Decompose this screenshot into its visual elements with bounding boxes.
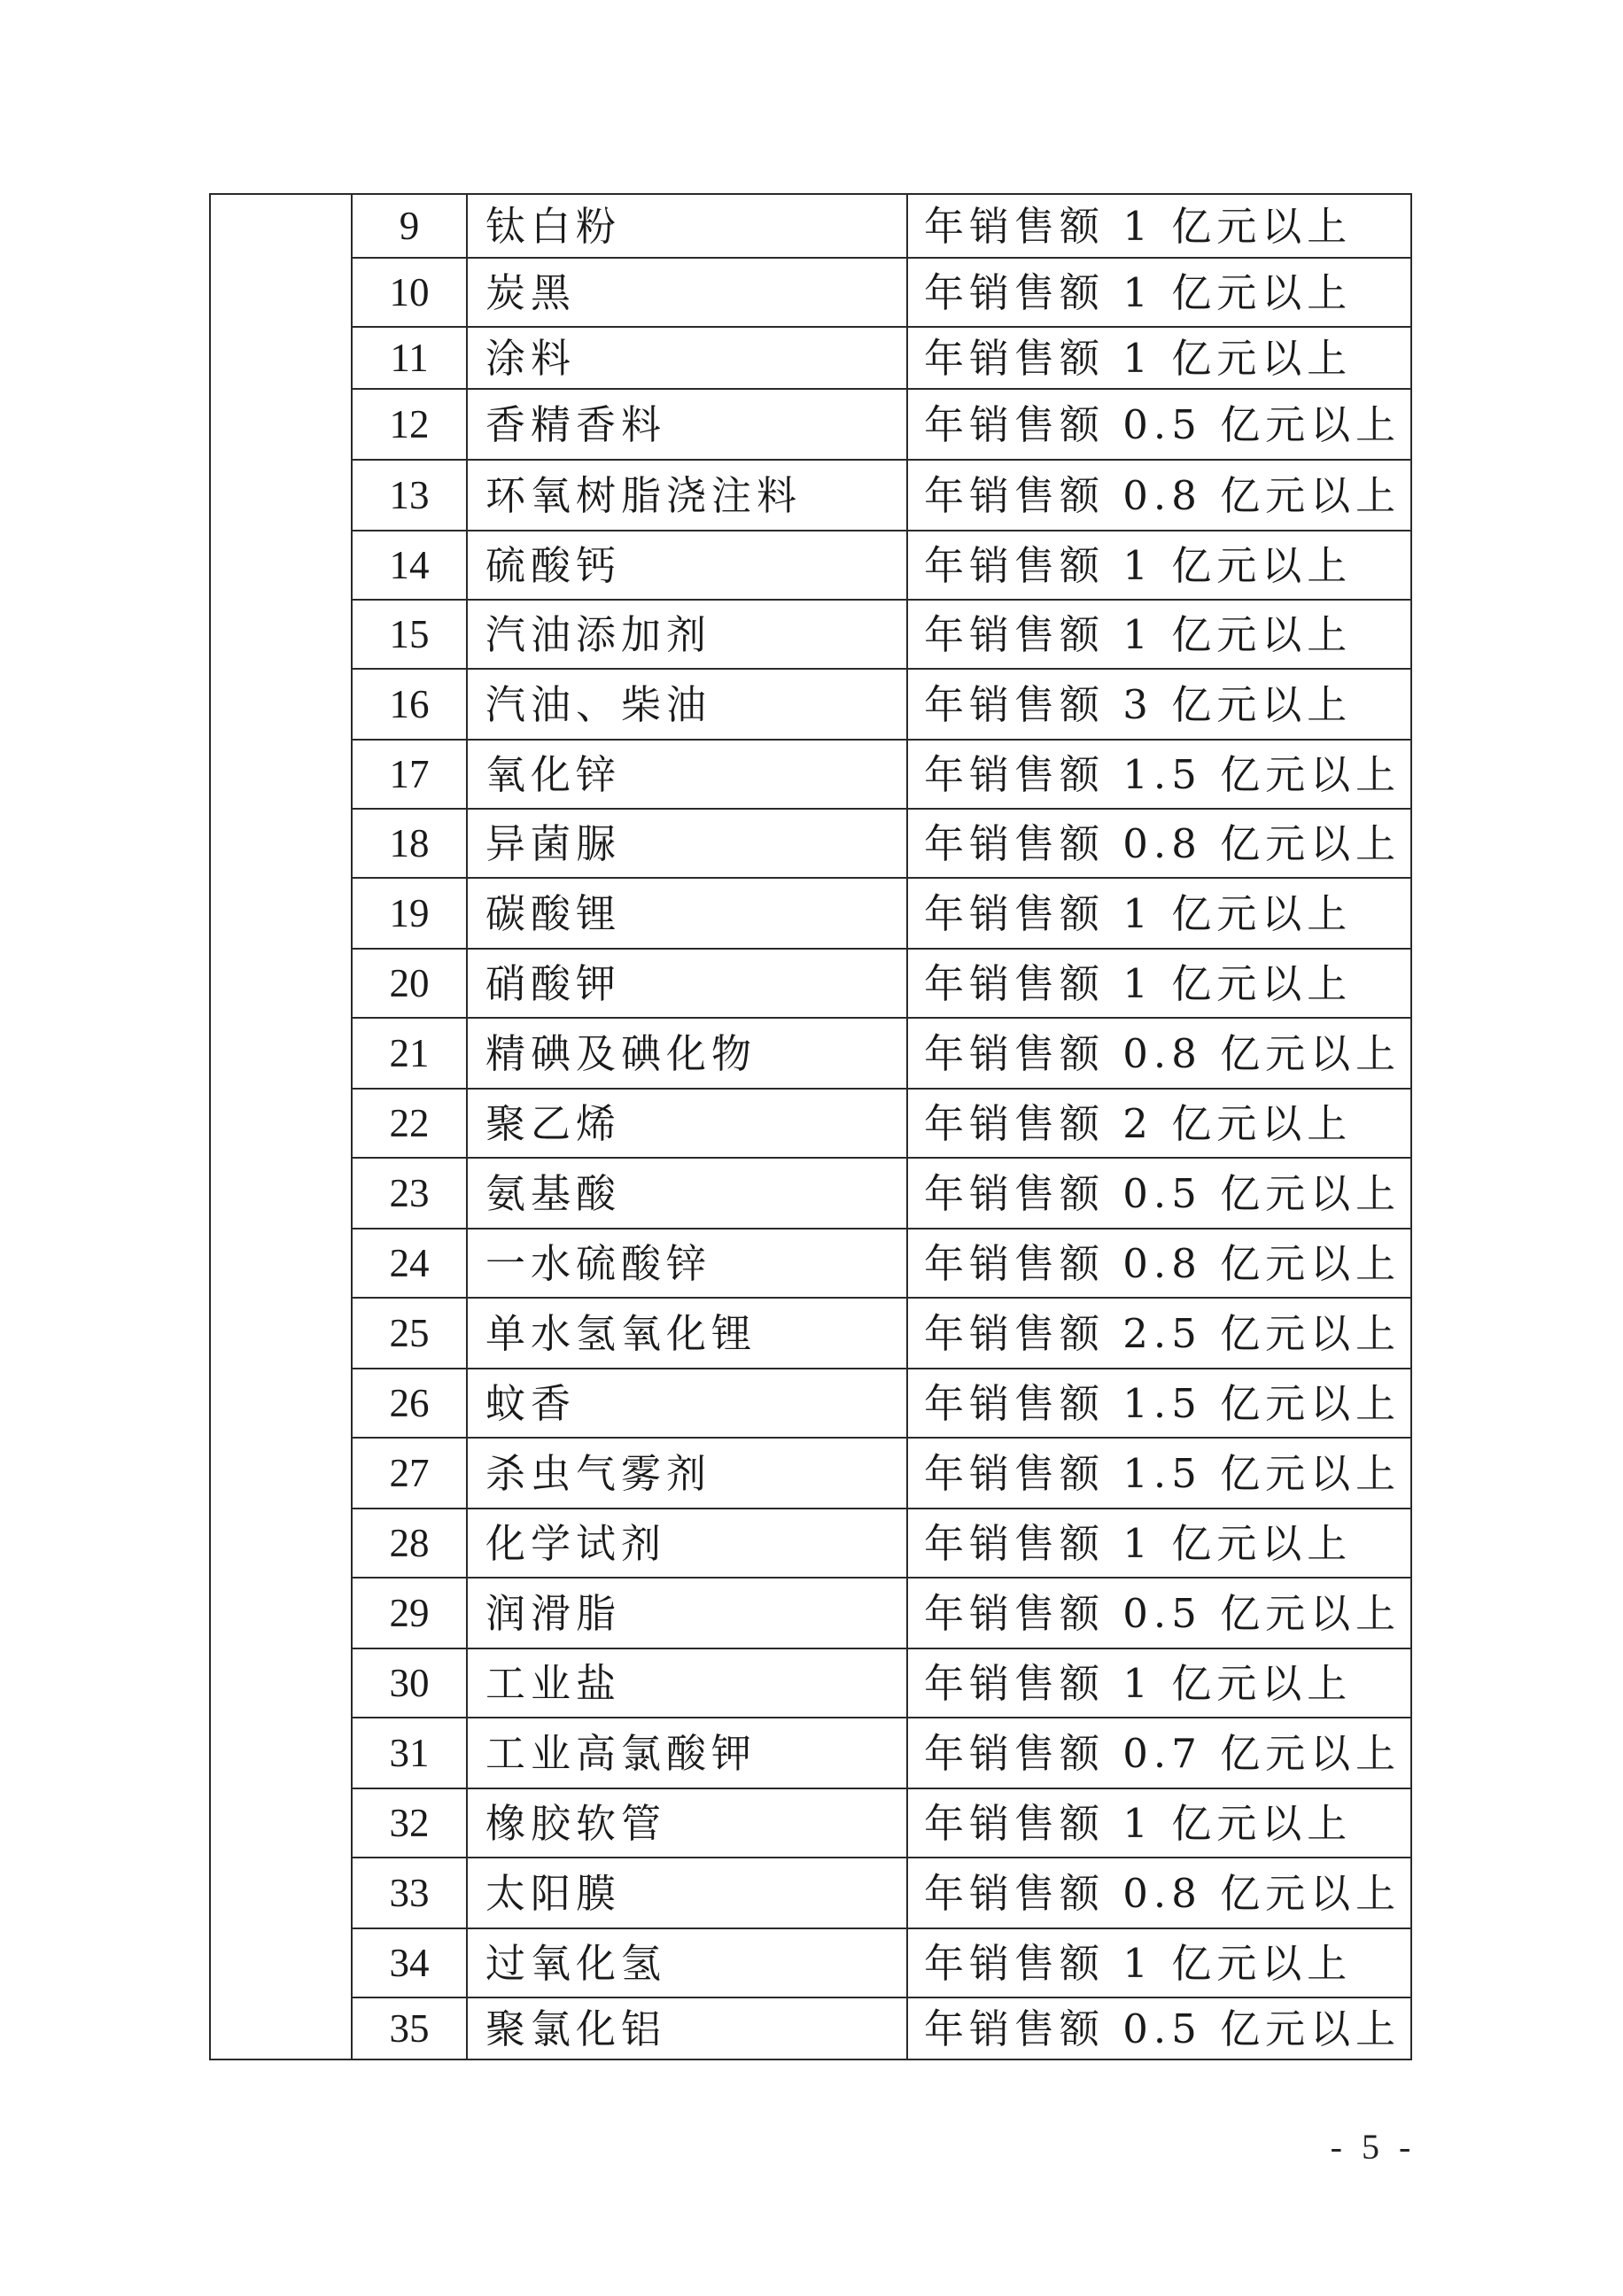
table-row: [210, 669, 1411, 740]
table-row: [210, 1578, 1411, 1648]
row-number-cell: 15: [352, 600, 467, 669]
sales-standard-cell: 年销售额 1 亿元以上: [907, 258, 1411, 327]
product-name-cell: 工业盐: [467, 1648, 907, 1718]
row-number-cell: 17: [352, 740, 467, 809]
table-row: [210, 460, 1411, 531]
product-standards-table: [209, 193, 1412, 2060]
table-row: [210, 1788, 1411, 1858]
table-row: [210, 809, 1411, 878]
sales-standard-cell: 年销售额 0.5 亿元以上: [907, 1578, 1411, 1648]
table-row: [210, 1018, 1411, 1089]
product-name-cell: 过氧化氢: [467, 1928, 907, 1997]
row-number-cell: 30: [352, 1648, 467, 1718]
sales-standard-cell: 年销售额 0.8 亿元以上: [907, 1858, 1411, 1928]
sales-standard-cell: 年销售额 1 亿元以上: [907, 949, 1411, 1018]
product-name-cell: 硫酸钙: [467, 531, 907, 600]
sales-standard-cell: 年销售额 1 亿元以上: [907, 327, 1411, 389]
product-name-cell: 精碘及碘化物: [467, 1018, 907, 1089]
row-number-cell: 9: [352, 194, 467, 258]
sales-standard-cell: 年销售额 2.5 亿元以上: [907, 1298, 1411, 1369]
sales-standard-cell: 年销售额 0.8 亿元以上: [907, 460, 1411, 531]
table-row: [210, 1997, 1411, 2059]
sales-standard-cell: 年销售额 1 亿元以上: [907, 531, 1411, 600]
product-name-cell: 异菌脲: [467, 809, 907, 878]
product-name-cell: 环氧树脂浇注料: [467, 460, 907, 531]
row-number-cell: 16: [352, 669, 467, 740]
product-name-cell: 炭黑: [467, 258, 907, 327]
sales-standard-cell: 年销售额 2 亿元以上: [907, 1089, 1411, 1158]
table-row: [210, 1718, 1411, 1788]
sales-standard-cell: 年销售额 1.5 亿元以上: [907, 1438, 1411, 1509]
product-name-cell: 蚊香: [467, 1369, 907, 1438]
row-number-cell: 14: [352, 531, 467, 600]
table-row: [210, 878, 1411, 949]
product-name-cell: 润滑脂: [467, 1578, 907, 1648]
table-body: [210, 194, 1411, 2059]
category-cell: [210, 194, 352, 2059]
row-number-cell: 28: [352, 1509, 467, 1578]
sales-standard-cell: 年销售额 0.8 亿元以上: [907, 1229, 1411, 1298]
row-number-cell: 21: [352, 1018, 467, 1089]
row-number-cell: 27: [352, 1438, 467, 1509]
page-number: - 5 -: [1330, 2127, 1417, 2167]
row-number-cell: 20: [352, 949, 467, 1018]
sales-standard-cell: 年销售额 0.5 亿元以上: [907, 1158, 1411, 1229]
product-name-cell: 碳酸锂: [467, 878, 907, 949]
sales-standard-cell: 年销售额 0.8 亿元以上: [907, 1018, 1411, 1089]
row-number-cell: 19: [352, 878, 467, 949]
table-row: [210, 258, 1411, 327]
product-name-cell: 橡胶软管: [467, 1788, 907, 1858]
table-row: [210, 194, 1411, 258]
sales-standard-cell: 年销售额 1.5 亿元以上: [907, 740, 1411, 809]
product-name-cell: 一水硫酸锌: [467, 1229, 907, 1298]
sales-standard-cell: 年销售额 1 亿元以上: [907, 1509, 1411, 1578]
row-number-cell: 18: [352, 809, 467, 878]
sales-standard-cell: 年销售额 1 亿元以上: [907, 1928, 1411, 1997]
table-row: [210, 1509, 1411, 1578]
product-name-cell: 氨基酸: [467, 1158, 907, 1229]
product-name-cell: 香精香料: [467, 389, 907, 460]
sales-standard-cell: 年销售额 1 亿元以上: [907, 600, 1411, 669]
table-row: [210, 1089, 1411, 1158]
sales-standard-cell: 年销售额 1.5 亿元以上: [907, 1369, 1411, 1438]
sales-standard-cell: 年销售额 1 亿元以上: [907, 878, 1411, 949]
product-name-cell: 氧化锌: [467, 740, 907, 809]
row-number-cell: 10: [352, 258, 467, 327]
table-row: [210, 1158, 1411, 1229]
row-number-cell: 23: [352, 1158, 467, 1229]
table-row: [210, 1369, 1411, 1438]
sales-standard-cell: 年销售额 0.5 亿元以上: [907, 389, 1411, 460]
row-number-cell: 31: [352, 1718, 467, 1788]
product-name-cell: 单水氢氧化锂: [467, 1298, 907, 1369]
sales-standard-cell: 年销售额 0.7 亿元以上: [907, 1718, 1411, 1788]
row-number-cell: 13: [352, 460, 467, 531]
table-row: [210, 600, 1411, 669]
row-number-cell: 11: [352, 327, 467, 389]
sales-standard-cell: 年销售额 1 亿元以上: [907, 1788, 1411, 1858]
sales-standard-cell: 年销售额 1 亿元以上: [907, 194, 1411, 258]
product-name-cell: 太阳膜: [467, 1858, 907, 1928]
table-row: [210, 1928, 1411, 1997]
product-name-cell: 硝酸钾: [467, 949, 907, 1018]
product-name-cell: 钛白粉: [467, 194, 907, 258]
sales-standard-cell: 年销售额 0.5 亿元以上: [907, 1997, 1411, 2059]
product-name-cell: 汽油、柴油: [467, 669, 907, 740]
product-name-cell: 工业高氯酸钾: [467, 1718, 907, 1788]
product-name-cell: 涂料: [467, 327, 907, 389]
table-row: [210, 1229, 1411, 1298]
table-row: [210, 740, 1411, 809]
row-number-cell: 29: [352, 1578, 467, 1648]
table-row: [210, 531, 1411, 600]
sales-standard-cell: 年销售额 0.8 亿元以上: [907, 809, 1411, 878]
product-name-cell: 杀虫气雾剂: [467, 1438, 907, 1509]
row-number-cell: 32: [352, 1788, 467, 1858]
sales-standard-cell: 年销售额 1 亿元以上: [907, 1648, 1411, 1718]
table-row: [210, 949, 1411, 1018]
row-number-cell: 34: [352, 1928, 467, 1997]
sales-standard-cell: 年销售额 3 亿元以上: [907, 669, 1411, 740]
product-name-cell: 化学试剂: [467, 1509, 907, 1578]
table-row: [210, 327, 1411, 389]
row-number-cell: 22: [352, 1089, 467, 1158]
row-number-cell: 35: [352, 1997, 467, 2059]
product-name-cell: 聚氯化铝: [467, 1997, 907, 2059]
row-number-cell: 33: [352, 1858, 467, 1928]
product-name-cell: 聚乙烯: [467, 1089, 907, 1158]
table-row: [210, 389, 1411, 460]
table-row: [210, 1298, 1411, 1369]
table-row: [210, 1648, 1411, 1718]
row-number-cell: 25: [352, 1298, 467, 1369]
table-row: [210, 1858, 1411, 1928]
product-name-cell: 汽油添加剂: [467, 600, 907, 669]
row-number-cell: 26: [352, 1369, 467, 1438]
table-row: [210, 1438, 1411, 1509]
row-number-cell: 12: [352, 389, 467, 460]
row-number-cell: 24: [352, 1229, 467, 1298]
